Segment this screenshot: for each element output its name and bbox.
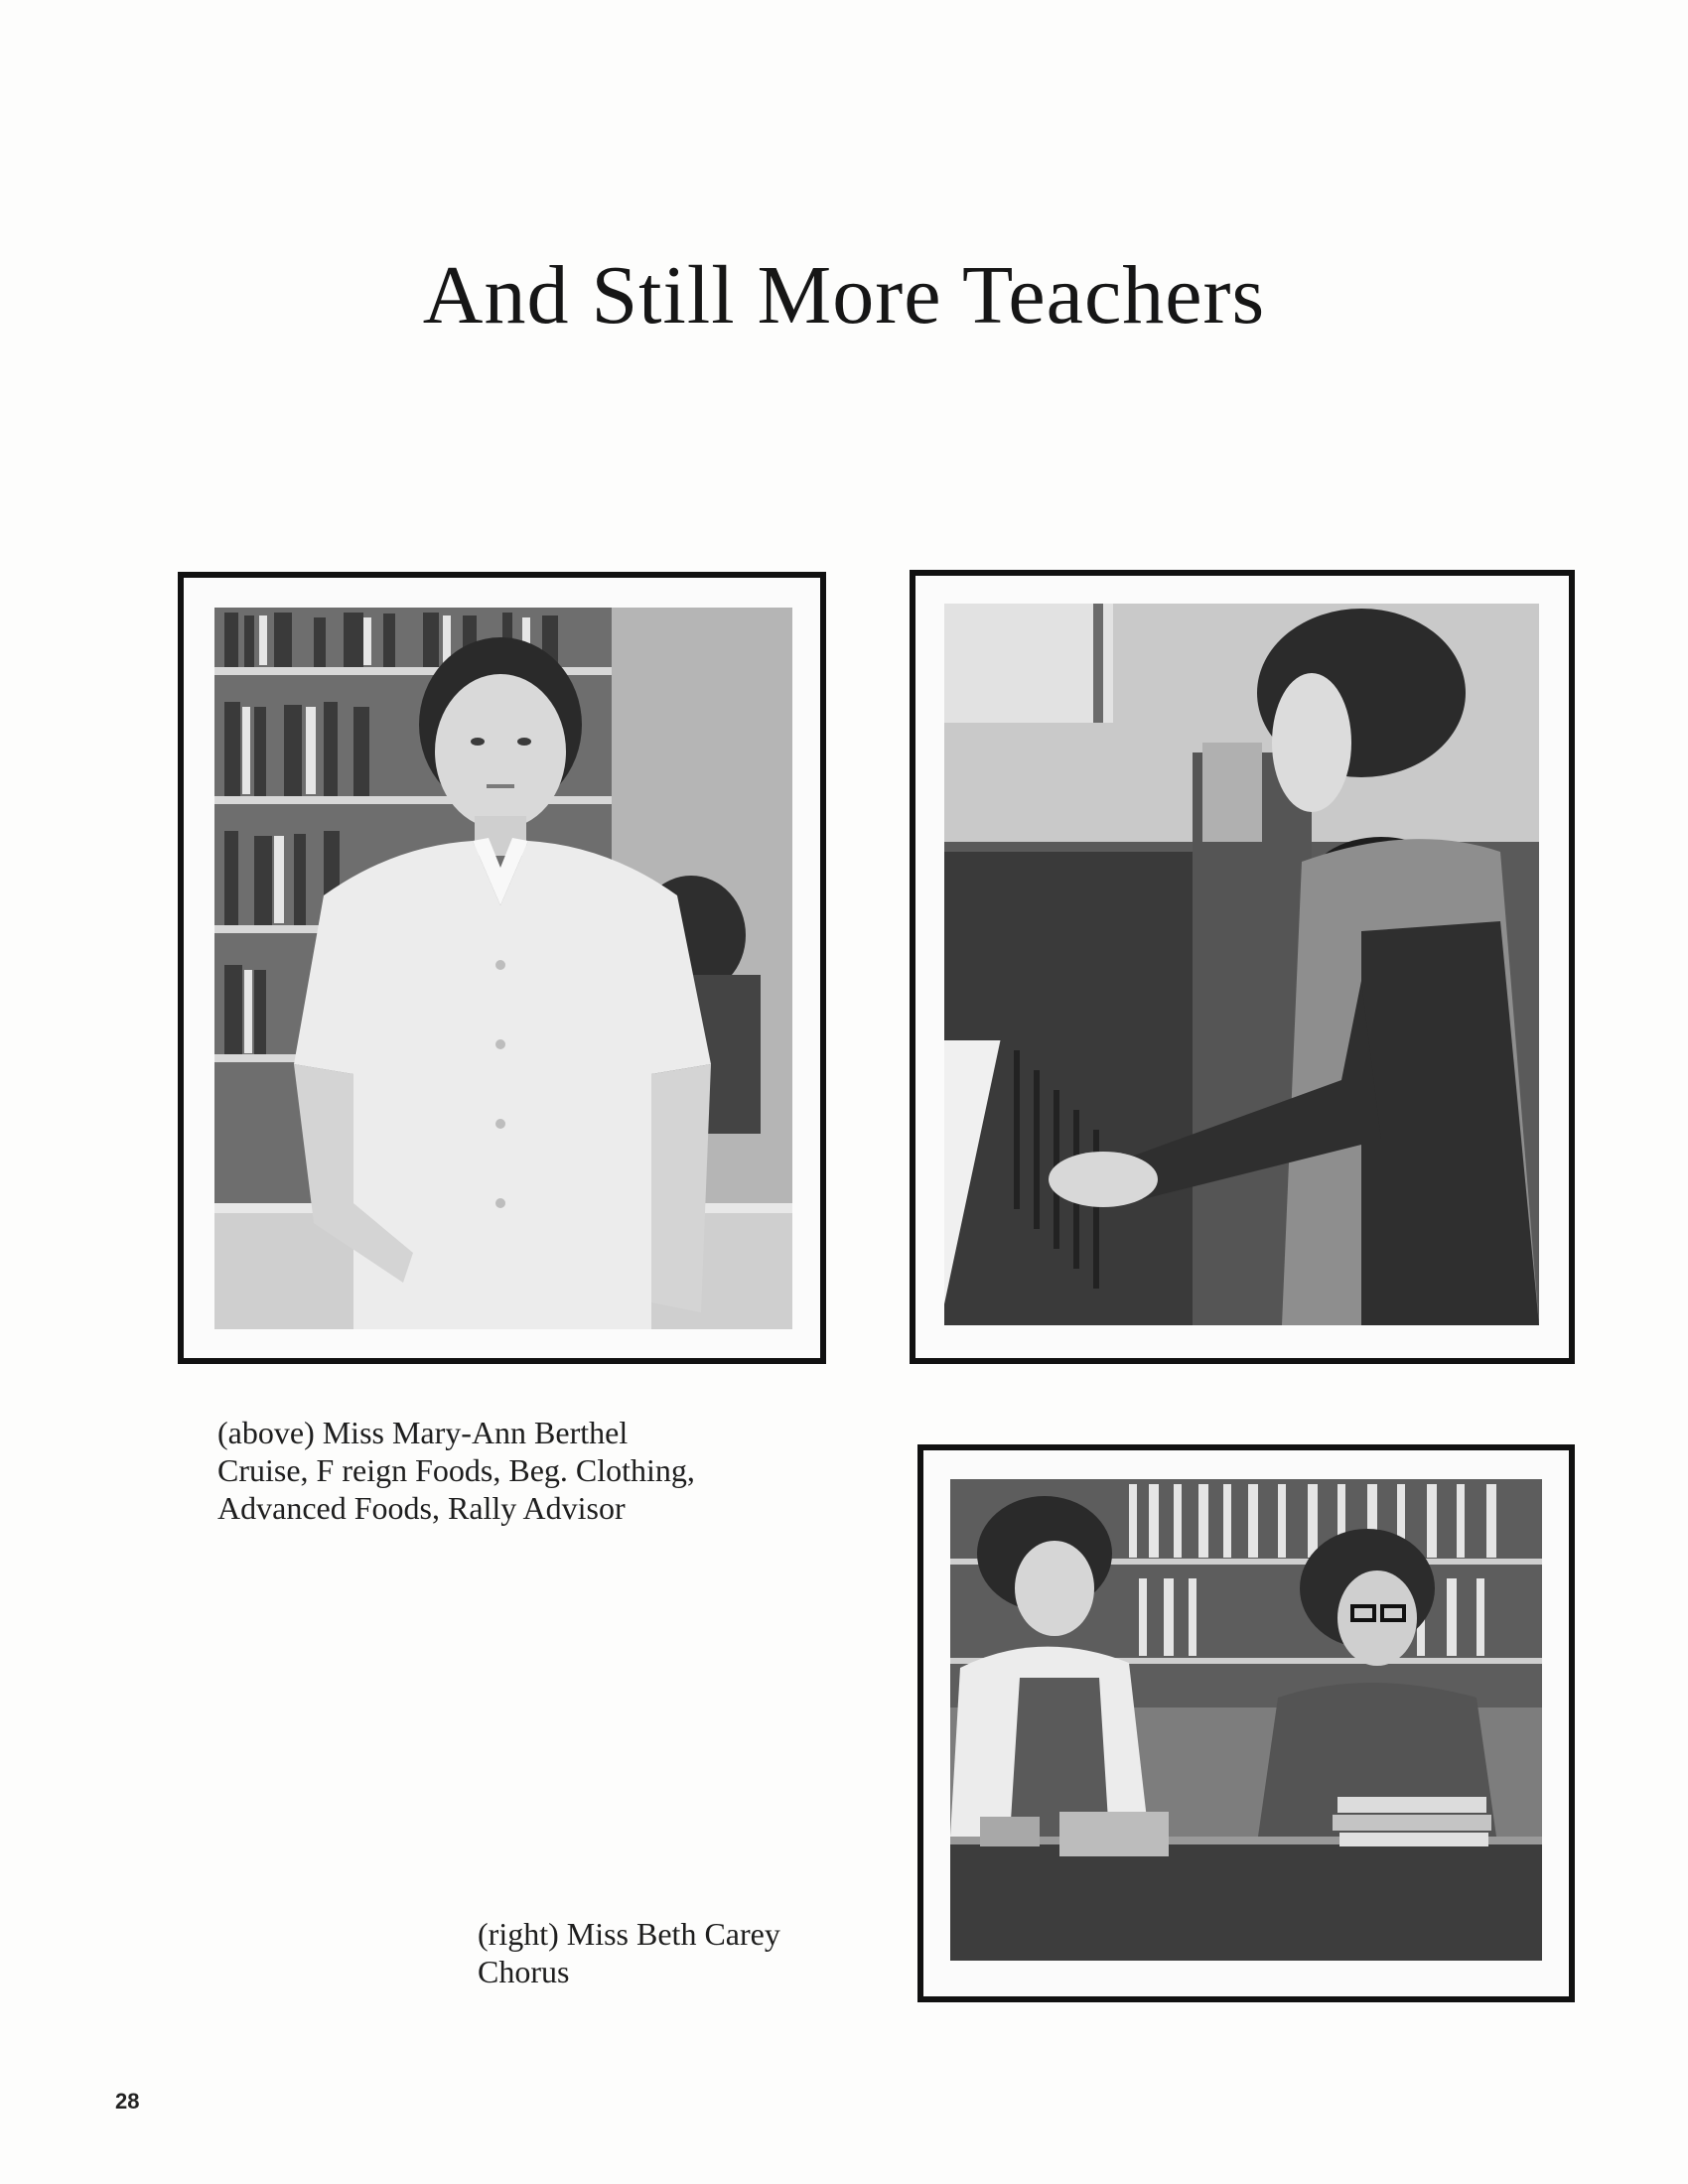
caption-line: (above) Miss Mary-Ann Berthel xyxy=(217,1415,629,1450)
photo-teacher-bookshelves xyxy=(214,608,792,1329)
photo-teachers-library-table-image xyxy=(950,1479,1542,1961)
caption-carey xyxy=(478,1915,780,1990)
caption-berthel xyxy=(217,1414,695,1527)
page-number: 28 xyxy=(115,2089,140,2114)
caption-line: Chorus xyxy=(478,1954,570,1989)
photo-teachers-library-table xyxy=(950,1479,1542,1961)
caption-line: Advanced Foods, Rally Advisor xyxy=(217,1490,626,1526)
page-title: And Still More Teachers xyxy=(422,249,1266,341)
photo-teacher-piano xyxy=(944,604,1539,1325)
photo-teacher-bookshelves-image xyxy=(214,608,792,1329)
photo-teacher-piano-image xyxy=(944,604,1539,1325)
caption-line: (right) Miss Beth Carey xyxy=(478,1916,780,1952)
caption-line: Cruise, F reign Foods, Beg. Clothing, xyxy=(217,1452,695,1488)
